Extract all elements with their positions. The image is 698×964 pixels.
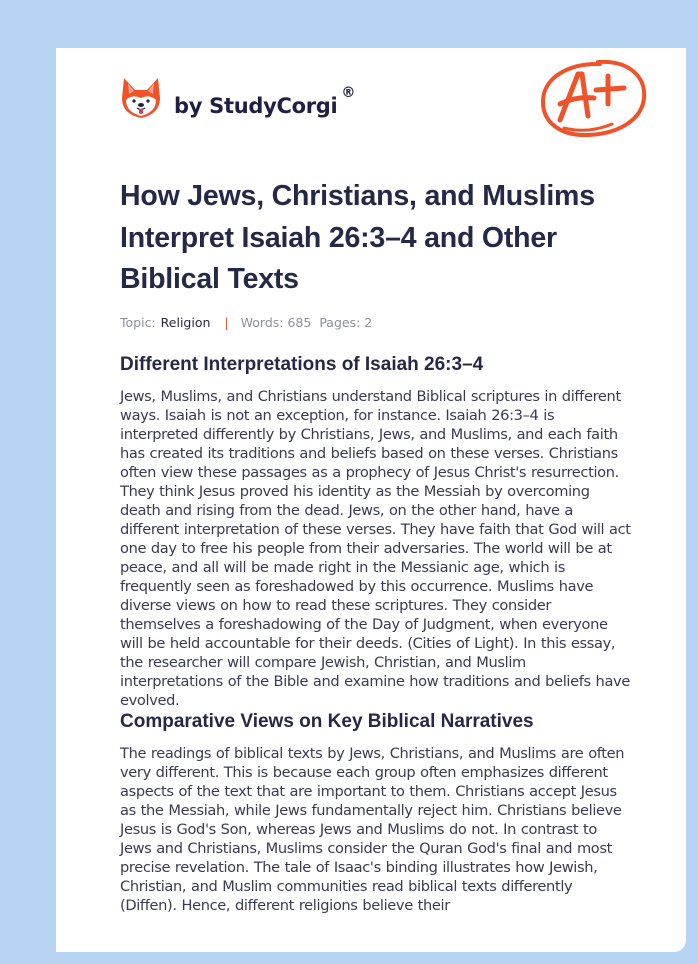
topic-label: Topic: xyxy=(120,314,156,330)
page-title: How Jews, Christians, and Muslims Interpret Isaiah 26:3–4 and Other Biblical Texts xyxy=(120,180,595,295)
meta-separator: | xyxy=(224,314,229,330)
section-heading: Different Interpretations of Isaiah 26:3–4 xyxy=(120,353,484,375)
word-count: Words: 685 xyxy=(240,314,312,330)
section-paragraph: The readings of biblical texts by Jews, Christians, and Muslims are often very different. This is because each group often emphasizes different aspects of the text that are important to them. Christians accept Jesus as the Messiah, while Jews fundamentally reject him. Christians believe Jesus is God's Son, whereas Jews and Muslims do not. In contrast to Jews and Christians, Muslims consider the Quran God's final and most precise revelation. The tale of Isaac's binding illustrates how Jewish, Christian, and Muslim communities read biblical texts differently (Diffen). Hence, different religions believe their xyxy=(120,744,625,914)
header xyxy=(120,48,632,168)
brand-logo[interactable] xyxy=(120,76,355,120)
section-heading: Comparative Views on Key Biblical Narratives xyxy=(120,710,534,732)
section-paragraph: Jews, Muslims, and Christians understand Biblical scriptures in different ways. Isaiah is not an exception, for instance. Isaiah 26:3–4 is interpreted differently by Christians, Jews, and Muslims, and each faith has created its traditions and beliefs based on these verses. Christians often view these passages as a prophecy of Jesus Christ's resurrection. They think Jesus proved his identity as the Messiah by overcoming death and rising from the dead. Jews, on the other hand, have a different interpretation of these verses. They have faith that God will act one day to free his people from their adversaries. The world will be at peace, and all will be made right in the Messianic age, which is frequently seen as foreshadowed by this occurrence. Muslims have diverse views on how to read these scriptures. They consider themselves a foreshadowing of the Day of Judgment, when everyone will be held accountable for their deeds. (Cities of Light). In this essay, the researcher will compare Jewish, Christian, and Muslim interpretations of the Bible and examine how traditions and beliefs have evolved. xyxy=(120,387,631,709)
page-count: Pages: 2 xyxy=(319,314,373,330)
topic-link[interactable]: Religion xyxy=(160,314,211,330)
registered-mark: ® xyxy=(341,85,356,101)
brand-name: by StudyCorgi xyxy=(174,94,338,118)
document-content xyxy=(120,48,632,915)
document-meta xyxy=(120,315,632,330)
corgi-icon xyxy=(120,76,162,120)
a-plus-grade-icon xyxy=(538,58,648,140)
